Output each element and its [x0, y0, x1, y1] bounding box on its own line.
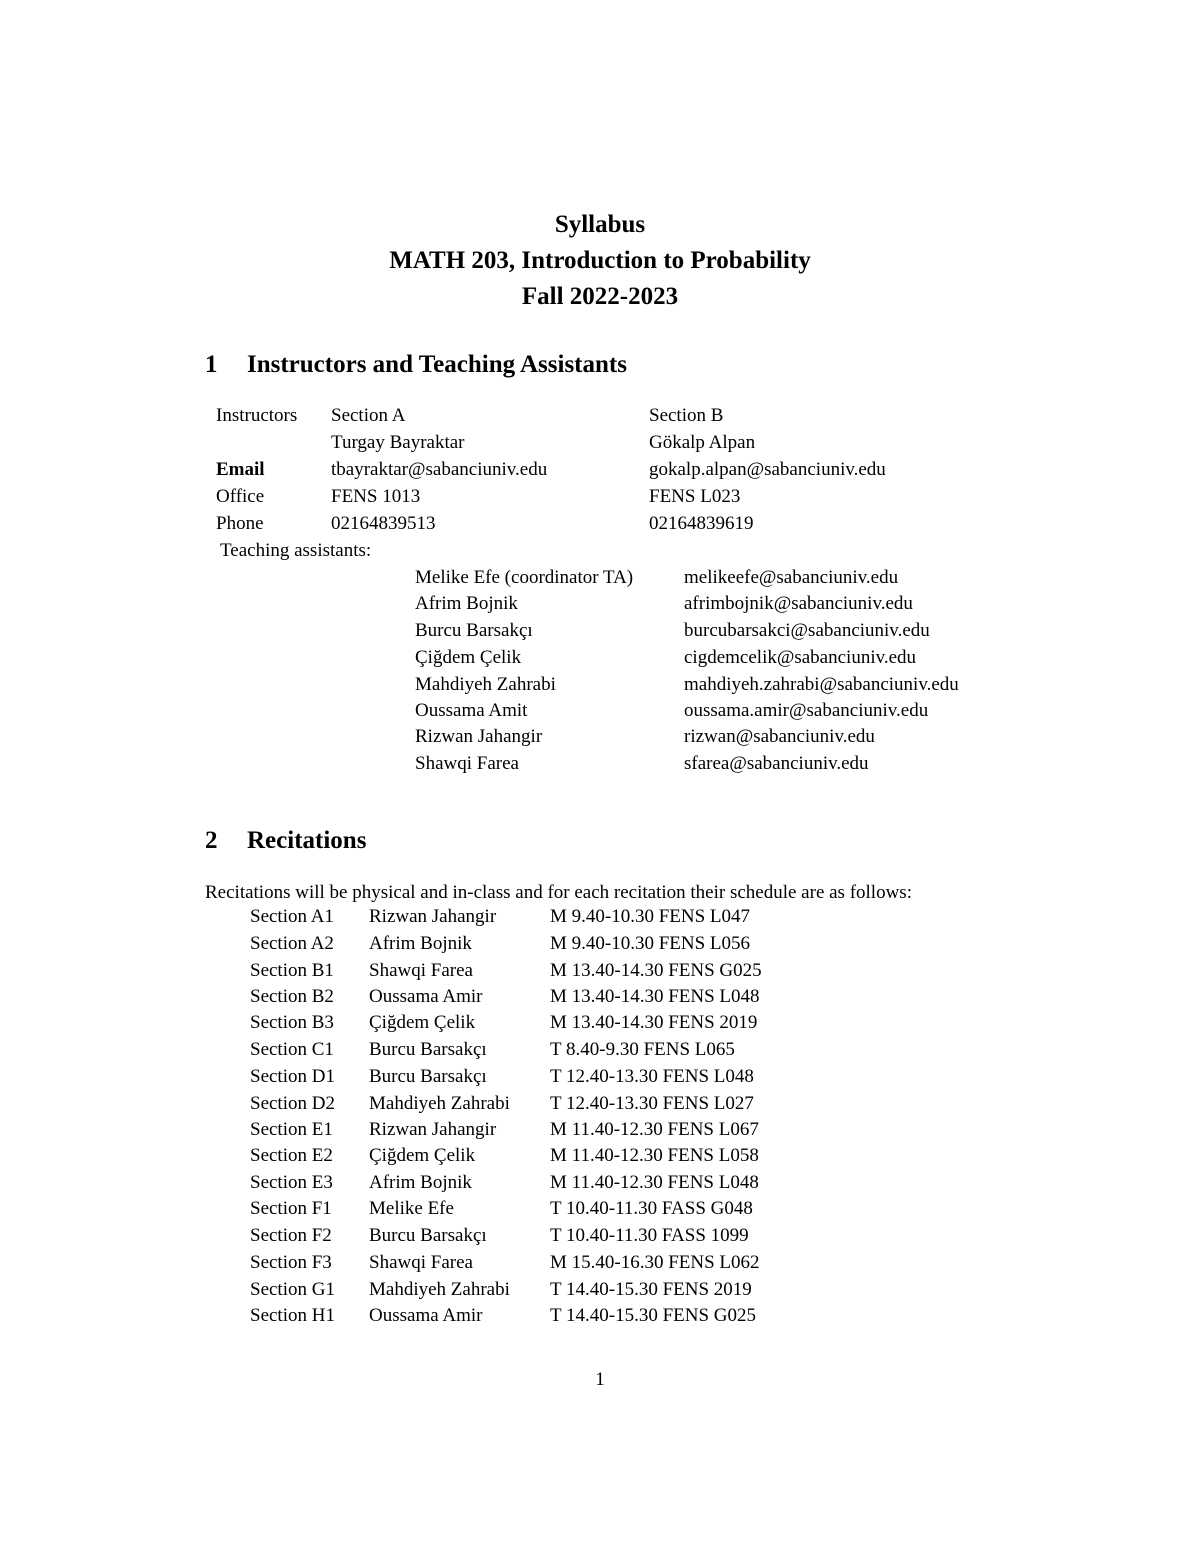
office-label: Office: [216, 486, 265, 507]
section-1-title: Instructors and Teaching Assistants: [247, 351, 627, 378]
ta-name: Shawqi Farea: [415, 753, 519, 774]
doc-title: Syllabus: [554, 211, 646, 238]
recitation-section: Section D2: [250, 1093, 335, 1114]
recitation-time: M 11.40-12.30 FENS L048: [550, 1172, 759, 1193]
ta-email: burcubarsakci@sabanciuniv.edu: [684, 620, 930, 641]
recitation-time: M 9.40-10.30 FENS L056: [550, 933, 751, 954]
ta-email: melikeefe@sabanciuniv.edu: [684, 567, 899, 588]
phone-label: Phone: [216, 513, 264, 534]
recitation-ta: Çiğdem Çelik: [369, 1012, 476, 1033]
term-title: Fall 2022-2023: [521, 283, 679, 310]
recitation-ta: Oussama Amir: [369, 986, 483, 1007]
instructor-a-office: FENS 1013: [331, 486, 421, 507]
recitation-ta: Burcu Barsakçı: [369, 1066, 487, 1087]
recitation-ta: Shawqi Farea: [369, 1252, 473, 1273]
recitation-section: Section H1: [250, 1305, 335, 1326]
recitation-section: Section A1: [250, 906, 334, 927]
section-a-label: Section A: [331, 405, 406, 426]
recitation-time: T 12.40-13.30 FENS L048: [550, 1066, 754, 1087]
instructor-a-phone: 02164839513: [331, 513, 436, 534]
recitation-time: M 15.40-16.30 FENS L062: [550, 1252, 760, 1273]
recitation-section: Section B1: [250, 960, 334, 981]
recitation-ta: Afrim Bojnik: [369, 1172, 472, 1193]
recitation-time: T 14.40-15.30 FENS 2019: [550, 1279, 752, 1300]
recitation-ta: Afrim Bojnik: [369, 933, 472, 954]
recitation-section: Section E3: [250, 1172, 333, 1193]
ta-label: Teaching assistants:: [220, 540, 372, 561]
course-title: MATH 203, Introduction to Probability: [389, 247, 811, 274]
recitation-section: Section D1: [250, 1066, 335, 1087]
recitation-time: M 11.40-12.30 FENS L058: [550, 1145, 759, 1166]
recitation-time: M 13.40-14.30 FENS G025: [550, 960, 762, 981]
recitation-ta: Oussama Amir: [369, 1305, 483, 1326]
recitation-ta: Burcu Barsakçı: [369, 1039, 487, 1060]
recitation-time: M 11.40-12.30 FENS L067: [550, 1119, 759, 1140]
ta-name: Burcu Barsakçı: [415, 620, 533, 641]
recitation-ta: Çiğdem Çelik: [369, 1145, 476, 1166]
ta-email: sfarea@sabanciuniv.edu: [684, 753, 869, 774]
ta-email: cigdemcelik@sabanciuniv.edu: [684, 647, 917, 668]
recitation-section: Section A2: [250, 933, 334, 954]
recitation-section: Section F2: [250, 1225, 332, 1246]
recitation-section: Section G1: [250, 1279, 335, 1300]
recitation-ta: Melike Efe: [369, 1198, 454, 1219]
ta-name: Afrim Bojnik: [415, 593, 518, 614]
recitation-ta: Rizwan Jahangir: [369, 1119, 497, 1140]
ta-email: afrimbojnik@sabanciuniv.edu: [684, 593, 913, 614]
ta-email: mahdiyeh.zahrabi@sabanciuniv.edu: [684, 674, 959, 695]
email-label: Email: [216, 459, 265, 480]
recitation-time: T 10.40-11.30 FASS G048: [550, 1198, 753, 1219]
instructor-a-name: Turgay Bayraktar: [331, 432, 465, 453]
recitation-section: Section E1: [250, 1119, 333, 1140]
recitation-section: Section B2: [250, 986, 334, 1007]
recitation-time: T 10.40-11.30 FASS 1099: [550, 1225, 749, 1246]
recitation-time: T 12.40-13.30 FENS L027: [550, 1093, 754, 1114]
recitation-section: Section B3: [250, 1012, 334, 1033]
recitation-section: Section E2: [250, 1145, 333, 1166]
instructor-b-phone: 02164839619: [649, 513, 754, 534]
recitation-time: T 8.40-9.30 FENS L065: [550, 1039, 735, 1060]
section-1-number: 1: [205, 351, 218, 378]
ta-name: Melike Efe (coordinator TA): [415, 567, 634, 588]
ta-email: oussama.amir@sabanciuniv.edu: [684, 700, 929, 721]
instructor-b-name: Gökalp Alpan: [649, 432, 756, 453]
recitation-time: M 13.40-14.30 FENS 2019: [550, 1012, 758, 1033]
ta-name: Çiğdem Çelik: [415, 647, 522, 668]
recitation-section: Section F1: [250, 1198, 332, 1219]
recitation-ta: Mahdiyeh Zahrabi: [369, 1279, 510, 1300]
recitation-time: T 14.40-15.30 FENS G025: [550, 1305, 757, 1326]
recitation-section: Section F3: [250, 1252, 332, 1273]
recitation-section: Section C1: [250, 1039, 334, 1060]
ta-email: rizwan@sabanciuniv.edu: [684, 726, 875, 747]
section-2-title: Recitations: [247, 827, 367, 854]
instructor-b-office: FENS L023: [649, 486, 741, 507]
section-2-heading: [205, 826, 366, 856]
recitation-time: M 13.40-14.30 FENS L048: [550, 986, 760, 1007]
recitation-ta: Burcu Barsakçı: [369, 1225, 487, 1246]
page-number: 1: [595, 1369, 605, 1390]
recitation-time: M 9.40-10.30 FENS L047: [550, 906, 751, 927]
recitation-ta: Mahdiyeh Zahrabi: [369, 1093, 510, 1114]
ta-name: Rizwan Jahangir: [415, 726, 543, 747]
recitation-ta: Shawqi Farea: [369, 960, 473, 981]
instructors-label: Instructors: [216, 405, 298, 426]
ta-name: Oussama Amit: [415, 700, 528, 721]
section-2-number: 2: [205, 827, 218, 854]
recitations-intro: Recitations will be physical and in-class and for each recitation their schedule are as follows:: [205, 882, 912, 903]
instructor-b-email: gokalp.alpan@sabanciuniv.edu: [649, 459, 886, 480]
section-b-label: Section B: [649, 405, 724, 426]
recitation-ta: Rizwan Jahangir: [369, 906, 497, 927]
ta-name: Mahdiyeh Zahrabi: [415, 674, 556, 695]
section-1-heading: [205, 350, 627, 380]
instructor-a-email: tbayraktar@sabanciuniv.edu: [331, 459, 548, 480]
